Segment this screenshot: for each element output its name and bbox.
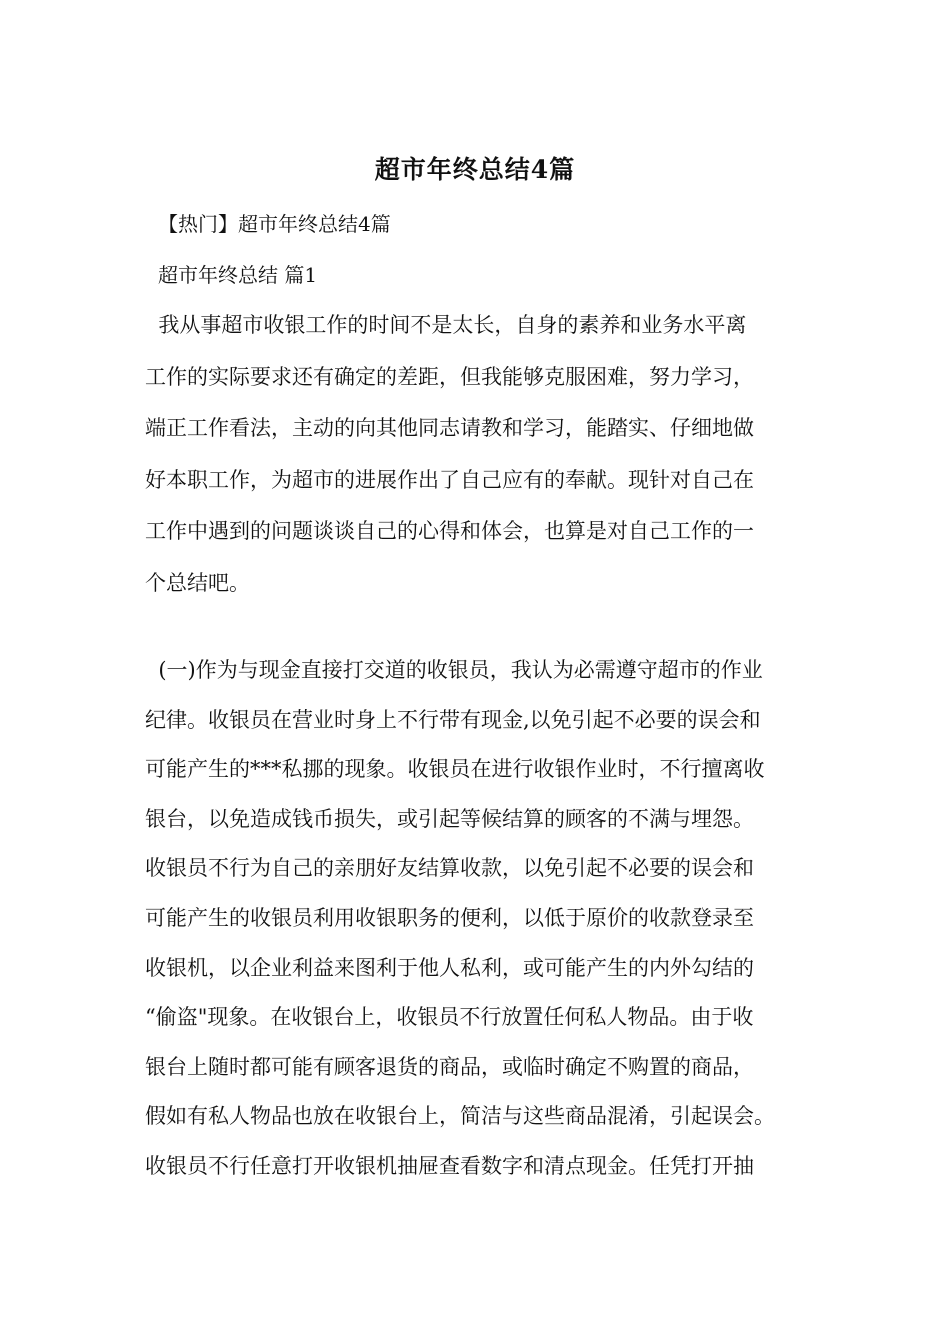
paragraph-line: 可能产生的收银员利用收银职务的便利，以低于原价的收款登录至 — [145, 905, 754, 930]
section-heading: 超市年终总结 篇1 — [158, 263, 318, 287]
paragraph-line: 银台，以免造成钱币损失，或引起等候结算的顾客的不满与埋怨。 — [145, 806, 754, 831]
paragraph-line: 端正工作看法，主动的向其他同志请教和学习，能踏实、仔细地做 — [145, 416, 754, 440]
paragraph-line: 收银机，以企业利益来图利于他人私利，或可能产生的内外勾结的 — [145, 955, 754, 980]
document-title: 超市年终总结4篇 — [374, 155, 576, 184]
paragraph-line: 收银员不行为自己的亲朋好友结算收款，以免引起不必要的误会和 — [145, 856, 754, 881]
paragraph-line: 工作的实际要求还有确定的差距，但我能够克服困难，努力学习， — [145, 364, 754, 389]
paragraph-line: 个总结吧。 — [145, 570, 250, 595]
paragraph-line: 工作中遇到的问题谈谈自己的心得和体会，也算是对自己工作的一 — [145, 519, 754, 543]
paragraph-line: 假如有私人物品也放在收银台上，简洁与这些商品混淆，引起误会。 — [145, 1104, 775, 1129]
paragraph-line: 纪律。收银员在营业时身上不行带有现金,以免引起不必要的误会和 — [145, 707, 761, 732]
paragraph-line: 银台上随时都可能有顾客退货的商品，或临时确定不购置的商品， — [145, 1054, 754, 1079]
paragraph-line: “偷盗"现象。在收银台上，收银员不行放置任何私人物品。由于收 — [145, 1005, 754, 1030]
paragraph-line: 收银员不行任意打开收银机抽屉查看数字和清点现金。任凭打开抽 — [145, 1153, 754, 1178]
paragraph-line: (一)作为与现金直接打交道的收银员，我认为必需遵守超市的作业 — [145, 658, 763, 682]
paragraph-2 — [145, 646, 775, 1192]
paragraph-line: 可能产生的***私挪的现象。收银员在进行收银作业时，不行擅离收 — [145, 757, 765, 782]
paragraph-line: 我从事超市收银工作的时间不是太长，自身的素养和业务水平离 — [145, 313, 747, 337]
document-subtitle: 【热门】超市年终总结4篇 — [158, 212, 391, 236]
paragraph-1 — [145, 300, 754, 609]
paragraph-line: 好本职工作，为超市的进展作出了自己应有的奉献。现针对自己在 — [145, 467, 754, 492]
